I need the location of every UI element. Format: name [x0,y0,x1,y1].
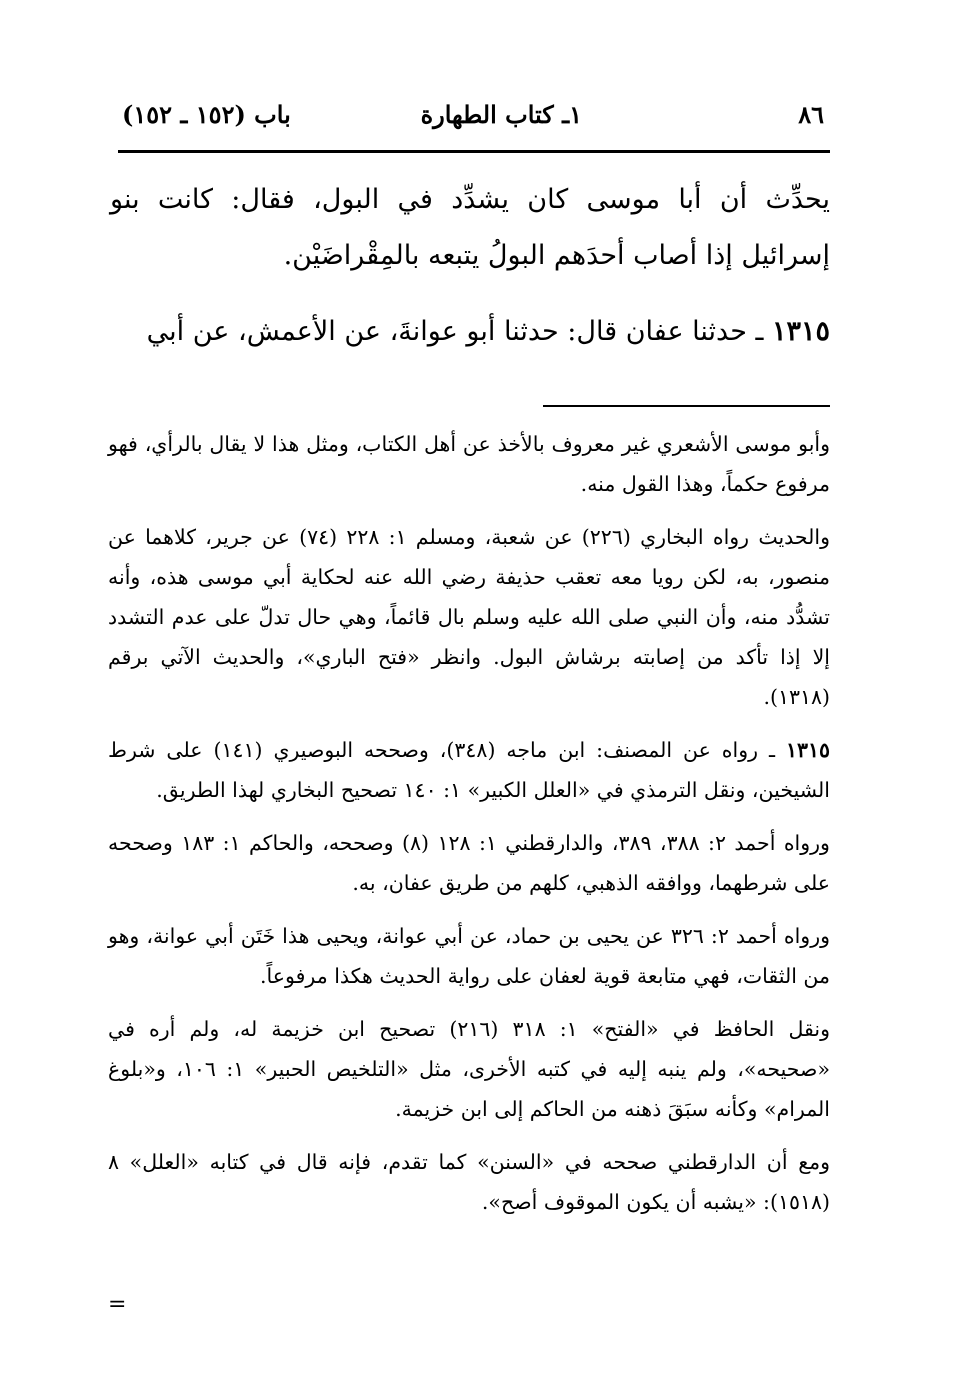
chapter-reference: باب (١٥٢ ـ ١٥٢) [122,100,291,129]
header-rule [118,150,830,153]
footnote-number: ١٣١٥ [785,738,830,762]
hadith-number: ١٣١٥ [771,316,830,347]
footnote-paragraph [108,730,830,810]
footnote-paragraph: ورواه أحمد ٢: ٣٢٦ عن يحيى بن حماد، عن أبي عوانة، ويحيى هذا خَتَن أبي عوانة، وهو من الثقات، فهي متابعة قوية لعفان على رواية الحديث هكذا مرفوعاً. [108,924,830,988]
continuation-mark: = [108,1292,127,1317]
footnotes [108,424,830,1235]
footnote-paragraph: وأبو موسى الأشعري غير معروف بالأخذ عن أهل الكتاب، ومثل هذا لا يقال بالرأي، فهو مرفوع حكماً، وهذا القول منه. [108,432,830,496]
page-number: ٨٦ [798,100,824,129]
footnote-paragraph: ونقل الحافظ في «الفتح» ١: ٣١٨ (٢١٦) تصحيح ابن خزيمة له، ولم أره في «صحيحه»، ولم ينبه إليه في كتبه الأخرى، مثل «التلخيص الحبير» ١: ١٠٦، و«بلوغ المرام» وكأنه سبَقَ ذهنه من الحاكم إلى ابن خزيمة. [108,1017,830,1121]
footnote-paragraph: والحديث رواه البخاري (٢٢٦) عن شعبة، ومسلم ١: ٢٢٨ (٧٤) عن جرير، كلاهما عن منصور، به، لكن رويا معه تعقب حذيفة رضي الله عنه لحكاية أبي موسى هذه، وأنه تشدُّد منه، وأن النبي صلى الله عليه وسلم بال قائماً، وهي حال تدلّ على عدم التشدد إلا إذا تأكد من إصابته برشاش البول. وانظر «فتح الباري»، والحديث الآتي برقم (١٣١٨). [108,525,830,709]
hadith-text: ـ حدثنا عفان قال: حدثنا أبو عوانةَ، عن الأعمش، عن أبي [146,316,764,347]
book-title: ١ـ كتاب الطهارة [420,100,582,129]
footnote-paragraph: ورواه أحمد ٢: ٣٨٨، ٣٨٩، والدارقطني ١: ١٢٨ (٨) وصححه، والحاكم ١: ١٨٣ وصححه على شرطهما، ووافقه الذهبي، كلهم من طريق عفان، به. [108,831,830,895]
hadith-paragraph [110,304,830,360]
main-paragraph: يحدِّث أن أبا موسى كان يشدِّد في البول، فقال: كانت بنو إسرائيل إذا أصاب أحدَهم البولُ يتبعه بالمِقْراضَيْن. [110,184,830,271]
running-header [118,96,830,136]
main-text [110,172,830,360]
footnote-text: ـ رواه عن المصنف: ابن ماجه (٣٤٨)، وصححه البوصيري (١٤١) على شرط الشيخين، ونقل الترمذي في «العلل الكبير» ١: ١٤٠ تصحيح البخاري لهذا الطريق. [108,738,830,802]
footnote-separator [543,405,830,407]
footnote-paragraph: ومع أن الدارقطني صححه في «السنن» كما تقدم، فإنه قال في كتابه «العلل» ٨ (١٥١٨): «يشبه أن يكون الموقوف أصح». [108,1150,830,1214]
